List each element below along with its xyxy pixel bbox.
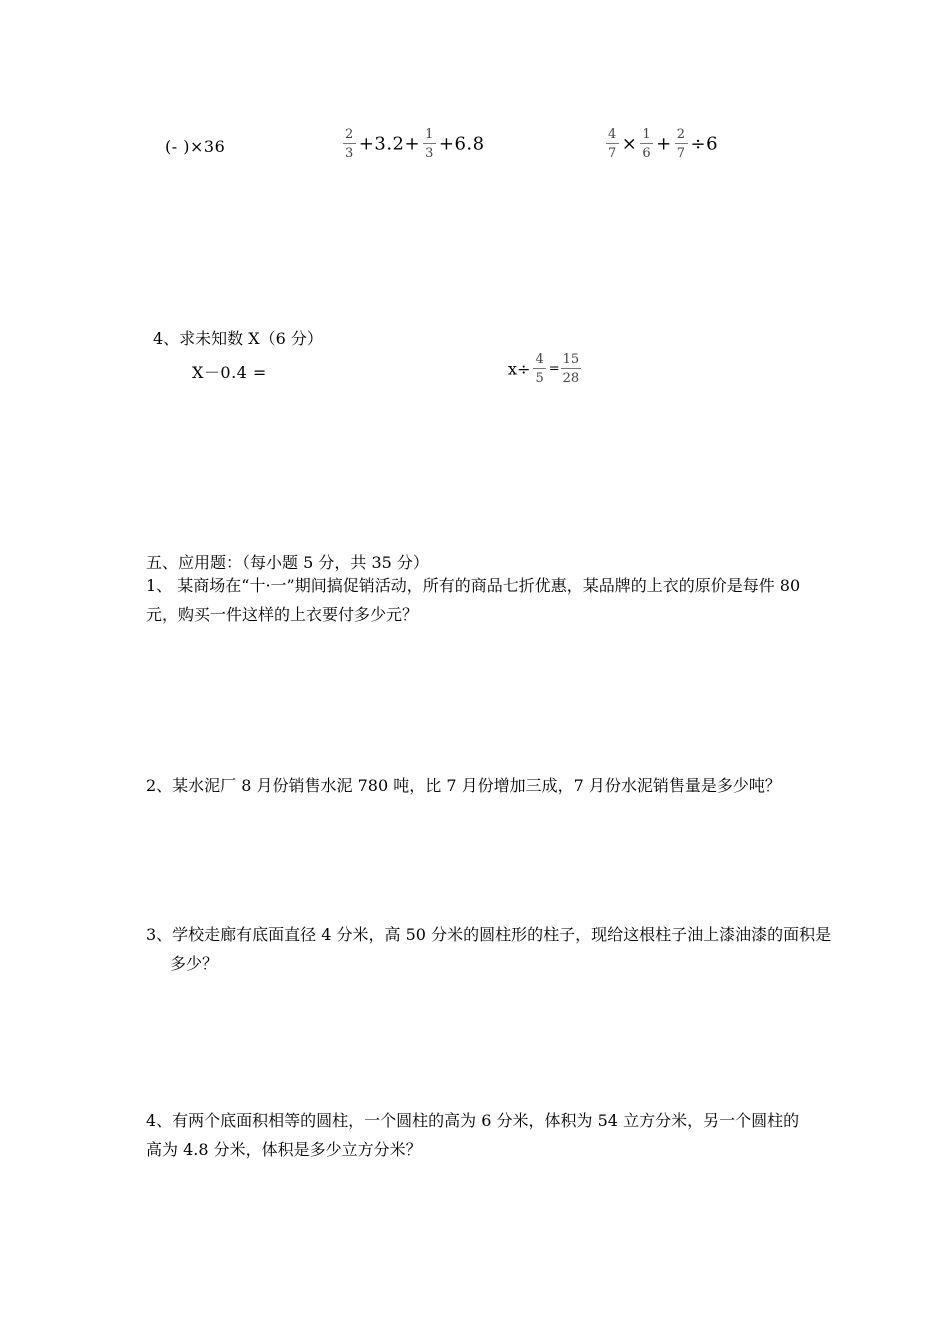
fraction-denominator: 7 [676, 146, 686, 161]
fraction-numerator: 2 [676, 127, 686, 142]
fraction-4-7 [606, 127, 619, 161]
fraction-denominator: 6 [642, 146, 652, 161]
fraction-denominator: 7 [608, 146, 617, 161]
problem-3: 3、学校走廊有底面直径 4 分米，高 50 分米的圆柱形的柱子，现给这根柱子油上漆油漆的面积是多少？ [146, 925, 832, 973]
fraction-numerator: 4 [608, 127, 617, 142]
divide-operator: ÷6 [690, 133, 719, 155]
equals-sign: = [548, 361, 560, 377]
calc-expression-3 [603, 127, 718, 161]
calc-expression-2 [340, 127, 485, 161]
fraction-1-3 [423, 127, 436, 161]
fraction-15-28 [561, 352, 582, 386]
fraction-numerator: 1 [425, 127, 434, 142]
multiply-operator: × [621, 133, 638, 155]
expression-operator: +3.2+ [358, 133, 421, 155]
fraction-numerator: 4 [535, 352, 544, 367]
fraction-denominator: 28 [562, 371, 580, 386]
problem-1: 1、 某商场在“十·一”期间搞促销活动，所有的商品七折优惠，某品牌的上衣的原价是每件 80 元，购买一件这样的上衣要付多少元？ [146, 576, 801, 624]
fraction-denominator: 3 [345, 146, 354, 161]
problem-4: 4、有两个底面积相等的圆柱，一个圆柱的高为 6 分米，体积为 54 立方分米，另一个圆柱的高为 4.8 分米，体积是多少立方分米？ [146, 1111, 800, 1159]
fraction-2-7 [675, 127, 688, 161]
equation-2-lead: x÷ [508, 359, 531, 379]
fraction-1-6 [640, 127, 653, 161]
expression-operator: +6.8 [438, 133, 485, 155]
fraction-numerator: 15 [562, 352, 580, 367]
calc-expression-1 [165, 137, 225, 156]
section4-title: 4、求未知数 X（6 分） [153, 329, 323, 348]
fraction-denominator: 3 [425, 146, 434, 161]
fraction-numerator: 1 [642, 127, 652, 142]
equation-1: X－0.4 = [192, 363, 267, 382]
section5-title: 五、应用题：（每小题 5 分，共 35 分） [146, 553, 429, 572]
fraction-2-3 [343, 127, 356, 161]
calc-expression-1-text: (- )×36 [165, 137, 226, 156]
equation-2 [508, 352, 584, 386]
fraction-denominator: 5 [535, 371, 544, 386]
plus-operator: + [656, 133, 672, 155]
fraction-numerator: 2 [345, 127, 354, 142]
problem-2: 2、某水泥厂 8 月份销售水泥 780 吨，比 7 月份增加三成，7 月份水泥销售量是多少吨？ [146, 776, 781, 795]
fraction-4-5 [533, 352, 545, 386]
